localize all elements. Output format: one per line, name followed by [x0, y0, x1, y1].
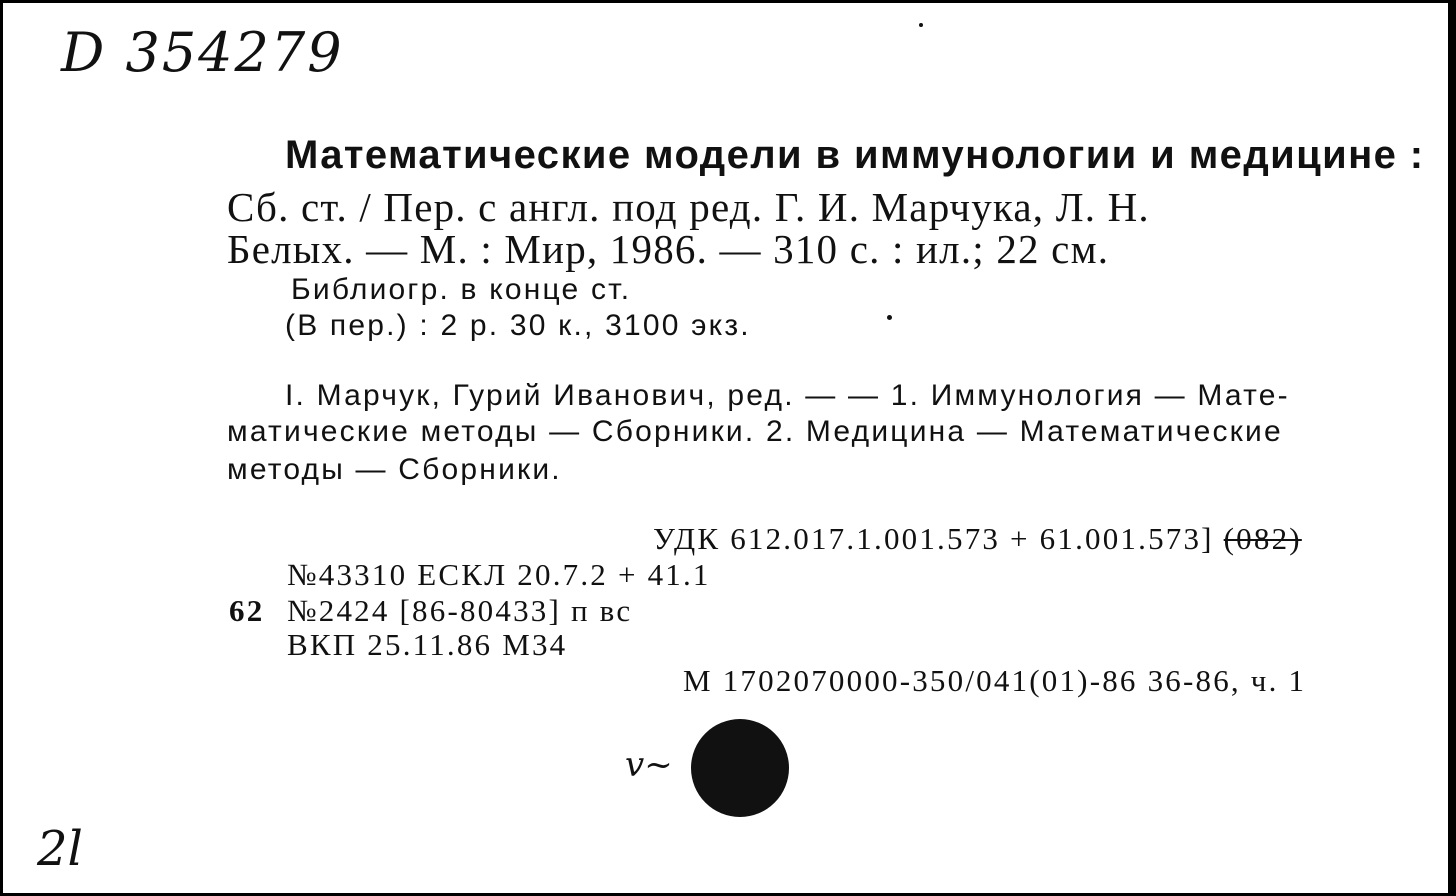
bibliography-note: Библиогр. в конце ст. [291, 273, 632, 306]
ink-dot [919, 23, 923, 27]
udk-line [653, 521, 1302, 557]
udk-struck-code: (082) [1223, 521, 1302, 556]
tracing-line-1: I. Марчук, Гурий Иванович, ред. — — 1. Иммунология — Мате- [285, 379, 1290, 412]
call-number: D 354279 [61, 21, 344, 84]
ink-dot [887, 315, 892, 320]
eskl-line: №43310 ЕСКЛ 20.7.2 + 41.1 [287, 557, 711, 592]
book-title: Математические модели в иммунологии и медицине : [285, 133, 1425, 177]
order-line: №2424 [86-80433] п вс [287, 593, 633, 628]
tracing-line-3: методы — Сборники. [227, 453, 562, 486]
shelf-number: 62 [229, 593, 265, 628]
black-dot-marker [691, 719, 789, 817]
handwritten-mark: v~ [625, 745, 673, 785]
bib-line-2: Сб. ст. / Пер. с англ. под ред. Г. И. Марчука, Л. Н. [227, 184, 1150, 230]
m-code-line: М 1702070000-350/041(01)-86 36-86, ч. 1 [683, 663, 1307, 698]
tracing-line-2: матические методы — Сборники. 2. Медицина — Математические [227, 415, 1283, 448]
vkp-line: ВКП 25.11.86 М34 [287, 627, 568, 662]
bottom-handwritten-mark: 2l [37, 821, 83, 877]
price-note: (В пер.) : 2 р. 30 к., 3100 экз. [285, 309, 751, 342]
udk-code: УДК 612.017.1.001.573 + 61.001.573] [653, 521, 1214, 556]
bib-line-3: Белых. — М. : Мир, 1986. — 310 с. : ил.; 22 см. [227, 226, 1110, 272]
